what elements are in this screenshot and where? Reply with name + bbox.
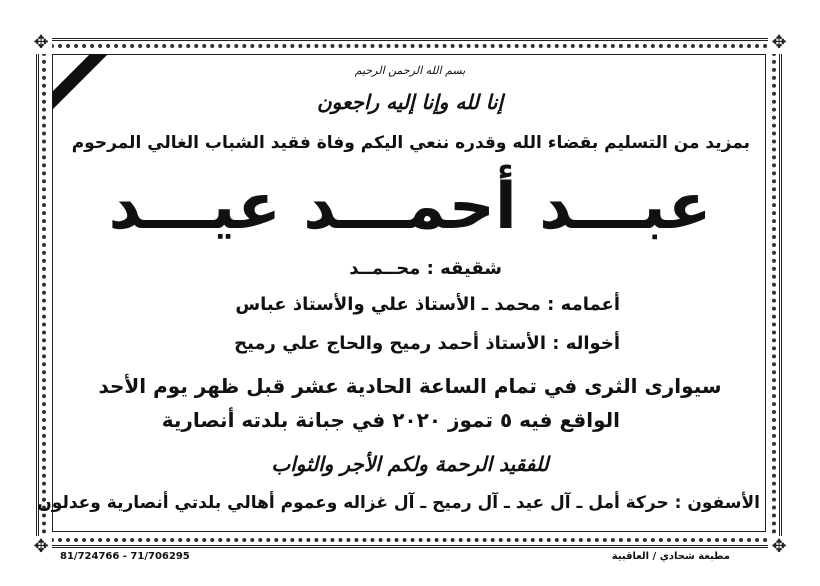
brother-line: شقيقه : محــمــد xyxy=(349,258,502,279)
printer-name: مطبعة شحادي / العاقبية xyxy=(611,551,730,562)
corner-ornament-icon: ✥ xyxy=(30,32,52,54)
maternal-uncles-line: أخواله : الأستاذ أحمد رميح والحاج علي رميح xyxy=(234,333,620,354)
intro-text: بمزيد من التسليم بقضاء الله وقدره ننعي اليكم وفاة فقيد الشباب الغالي المرحوم xyxy=(71,133,750,153)
paternal-uncles-line: أعمامه : محمد ـ الأستاذ علي والأستاذ عباس xyxy=(235,294,620,315)
prayer-line: للفقيد الرحمة ولكم الأجر والثواب xyxy=(271,452,549,476)
corner-ornament-icon: ✥ xyxy=(768,536,790,558)
deceased-name: عبـــد أحمـــد عيـــد xyxy=(108,170,712,244)
quran-verse: إنا لله وإنا إليه راجعون xyxy=(316,90,504,114)
basmala: بسم الله الرحمن الرحيم xyxy=(354,64,466,77)
corner-ornament-icon: ✥ xyxy=(768,32,790,54)
funeral-place-line: الواقع فيه ٥ تموز ٢٠٢٠ في جبانة بلدته أنصارية xyxy=(161,408,620,432)
printer-phones: 81/724766 - 71/706295 xyxy=(60,551,190,562)
funeral-time-line: سيوارى الثرى في تمام الساعة الحادية عشر قبل ظهر يوم الأحد xyxy=(98,374,722,398)
corner-ornament-icon: ✥ xyxy=(30,536,52,558)
mourners-line: الأسفون : حركة أمل ـ آل عيد ـ آل رميح ـ آل غزاله وعموم أهالي بلدتي أنصارية وعدلون xyxy=(37,493,760,513)
